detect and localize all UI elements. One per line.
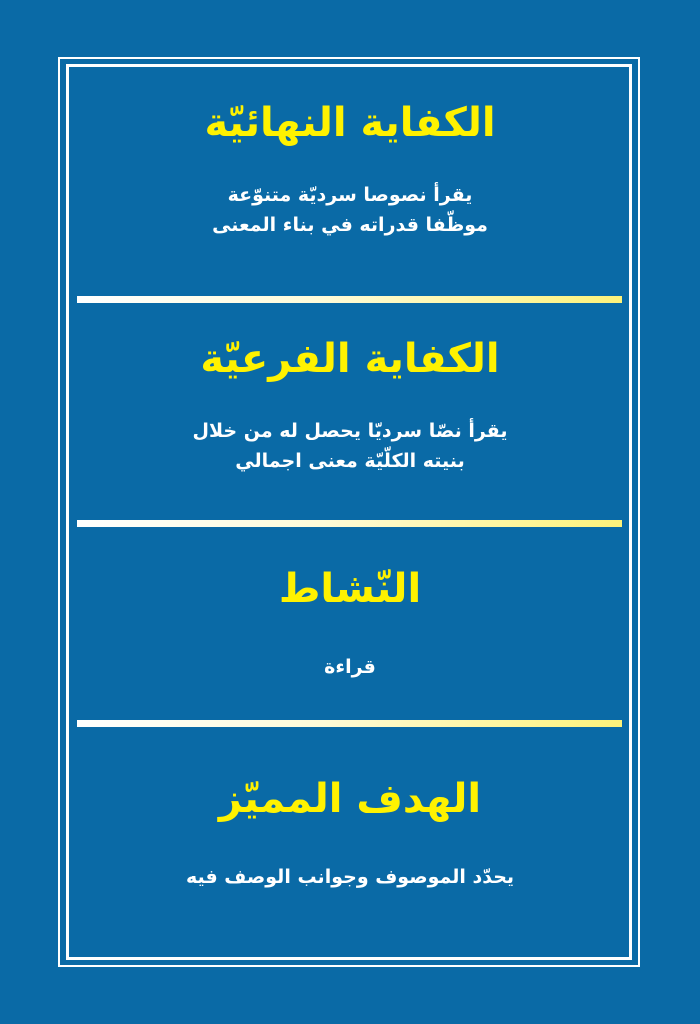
section-line: بنيته الكلّيّة معنى اجمالي bbox=[235, 450, 465, 473]
section-final-competency bbox=[80, 100, 620, 241]
section-line: موظّفا قدراته في بناء المعنى bbox=[212, 214, 488, 237]
section-divider bbox=[77, 720, 622, 727]
section-activity bbox=[80, 566, 620, 682]
section-divider bbox=[77, 296, 622, 303]
section-title: الكفاية النهائيّة bbox=[204, 100, 496, 146]
section-title: النّشاط bbox=[278, 566, 422, 612]
section-sub-competency bbox=[80, 336, 620, 477]
section-line: يقرأ نصّا سرديّا يحصل له من خلال bbox=[192, 420, 508, 442]
section-divider bbox=[77, 520, 622, 527]
section-title: الكفاية الفرعيّة bbox=[200, 336, 500, 382]
section-line: قراءة bbox=[324, 656, 376, 678]
section-distinct-goal bbox=[80, 776, 620, 892]
section-line: يقرأ نصوصا سرديّة متنوّعة bbox=[227, 184, 473, 206]
section-line: يحدّد الموصوف وجوانب الوصف فيه bbox=[185, 866, 515, 888]
section-title: الهدف المميّز bbox=[218, 776, 482, 822]
